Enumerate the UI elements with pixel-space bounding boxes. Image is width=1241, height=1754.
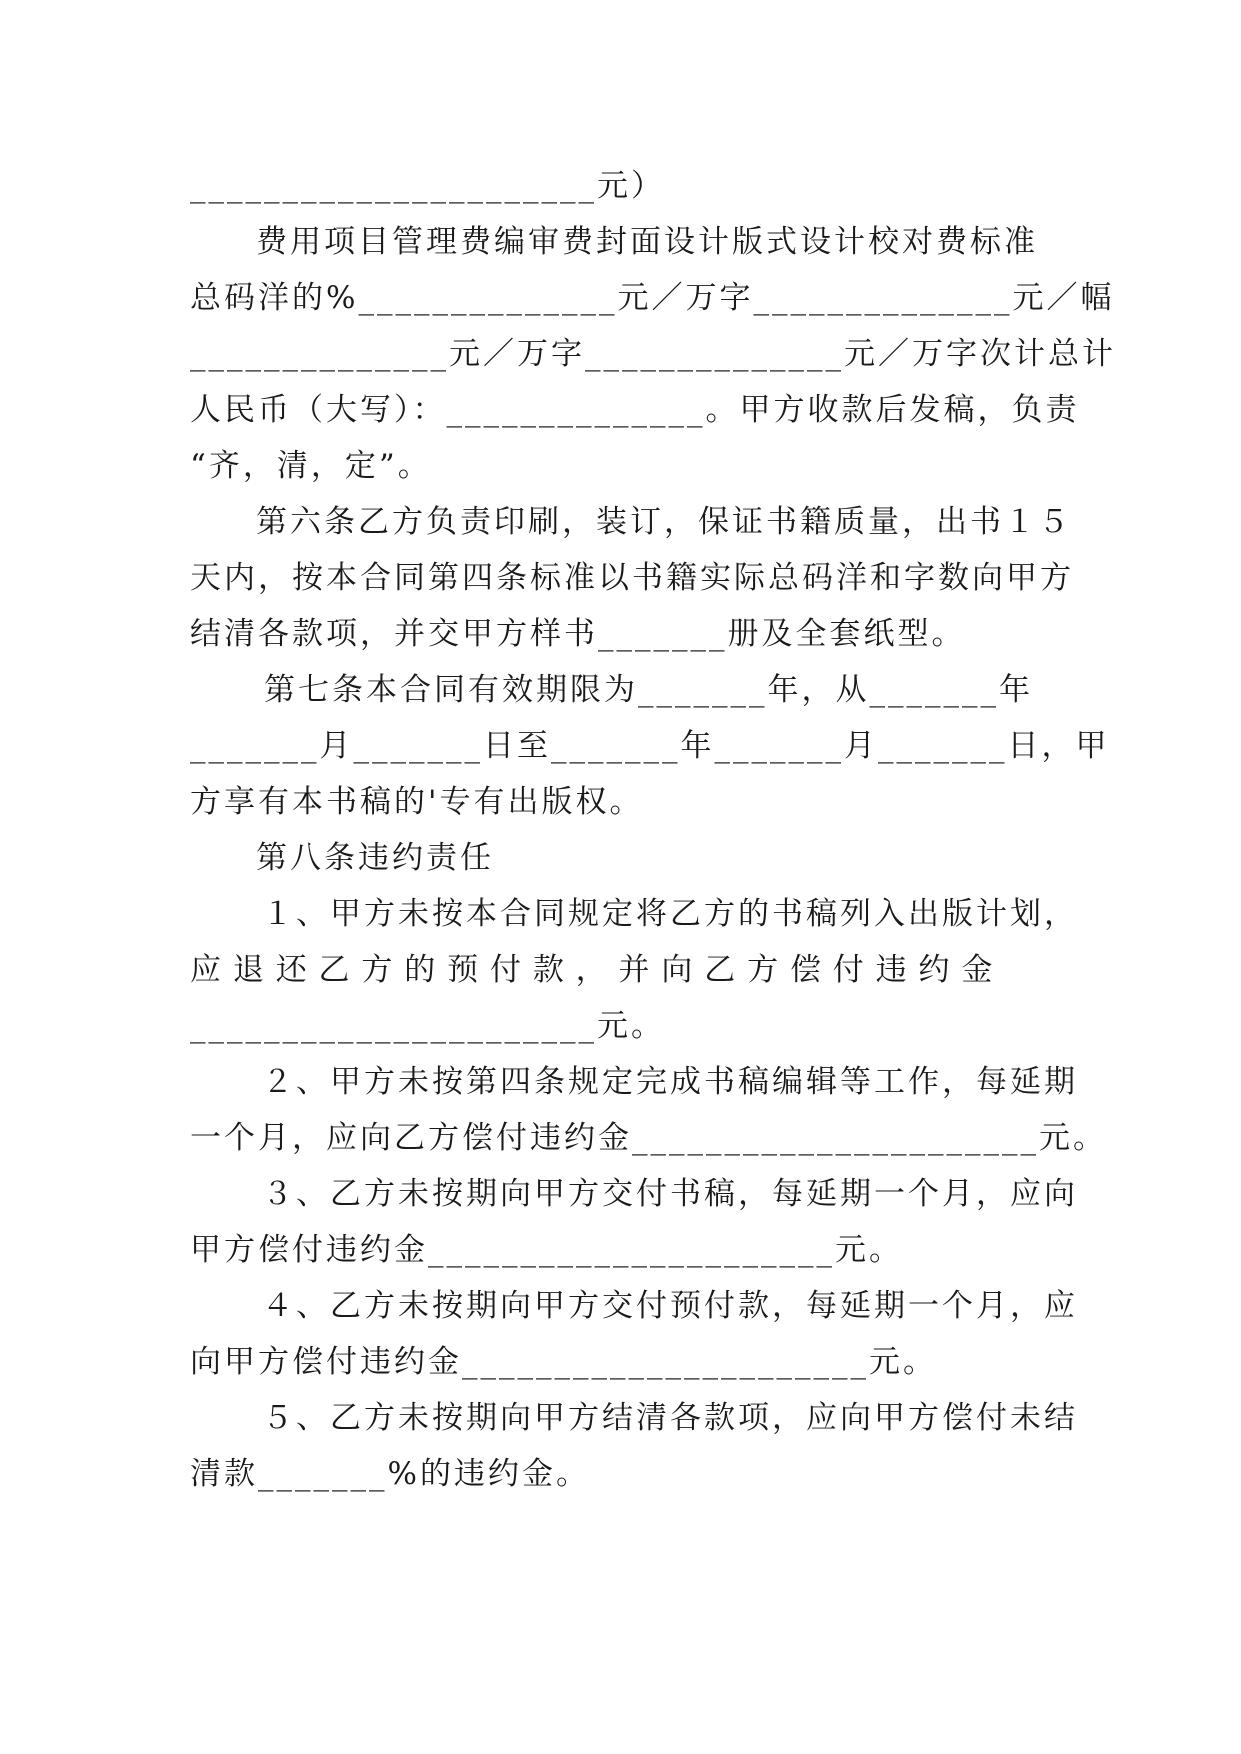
text-line-2: 费用项目管理费编审费封面设计版式设计校对费标准 — [256, 224, 1038, 260]
text-line-3: 总码洋的%______________元／万字______________元／幅 — [190, 280, 1115, 316]
text-line-4: ______________元／万字______________元／万字次计总计 — [190, 336, 1116, 372]
text-line-18: 一个月，应向乙方偿付违约金______________________元。 — [190, 1120, 1107, 1156]
text-line-1: ______________________元） — [190, 168, 665, 204]
text-line-13: 第八条违约责任 — [256, 840, 494, 876]
text-line-12: 方享有本书稿的'专有出版权。 — [190, 784, 644, 820]
text-line-8: 天内，按本合同第四条标准以书籍实际总码洋和字数向甲方 — [190, 560, 1074, 596]
text-line-7: 第六条乙方负责印刷，装订，保证书籍质量，出书１５ — [256, 504, 1072, 540]
text-line-19: ３、乙方未按期向甲方交付书稿，每延期一个月，应向 — [262, 1176, 1078, 1212]
text-line-5: 人民币（大写）：______________。甲方收款后发稿，负责 — [190, 392, 1080, 428]
text-line-9: 结清各款项，并交甲方样书_______册及全套纸型。 — [190, 616, 966, 652]
text-line-15: 应 退 还 乙 方 的 预 付 款 ， 并 向 乙 方 偿 付 违 约 金 — [190, 952, 994, 988]
text-line-24: 清款_______%的违约金。 — [190, 1456, 590, 1492]
text-line-6: “齐，清，定”。 — [190, 448, 432, 484]
text-line-11: _______月_______日至_______年_______月_______日，甲 — [190, 728, 1110, 764]
text-line-17: ２、甲方未按第四条规定完成书稿编辑等工作，每延期 — [262, 1064, 1078, 1100]
text-line-14: １、甲方未按本合同规定将乙方的书稿列入出版计划， — [262, 896, 1078, 932]
text-line-16: ______________________元。 — [190, 1008, 665, 1044]
text-line-20: 甲方偿付违约金______________________元。 — [190, 1232, 903, 1268]
text-line-21: ４、乙方未按期向甲方交付预付款，每延期一个月，应 — [262, 1288, 1078, 1324]
text-line-22: 向甲方偿付违约金______________________元。 — [190, 1344, 937, 1380]
text-line-23: ５、乙方未按期向甲方结清各款项，应向甲方偿付未结 — [262, 1400, 1078, 1436]
text-line-10: 第七条本合同有效期限为_______年，从_______年 — [264, 672, 1033, 708]
